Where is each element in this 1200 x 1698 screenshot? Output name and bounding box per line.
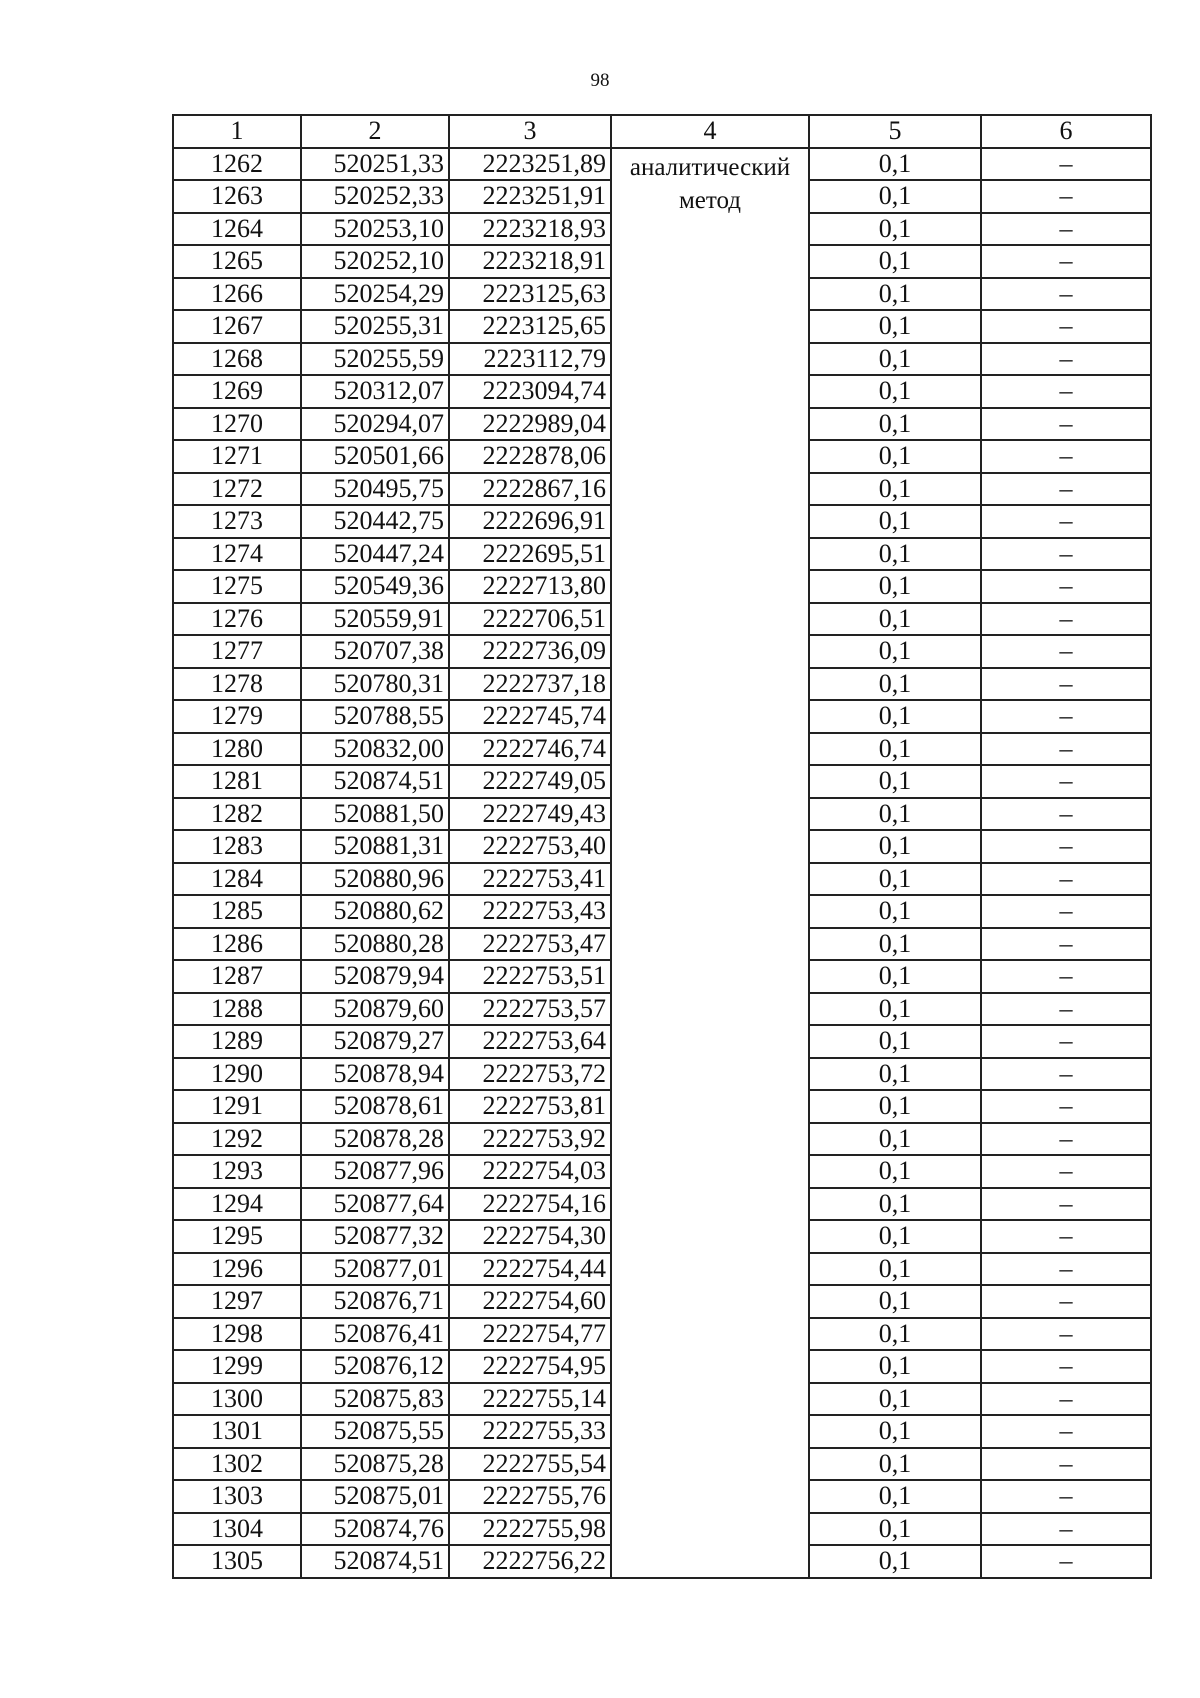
note-cell: – [981,343,1151,376]
y-coordinate-cell: 2222696,91 [449,505,611,538]
note-cell: – [981,1383,1151,1416]
accuracy-cell: 0,1 [809,700,981,733]
x-coordinate-cell: 520880,62 [301,895,449,928]
column-header-4: 4 [611,115,809,148]
y-coordinate-cell: 2223125,65 [449,310,611,343]
y-coordinate-cell: 2222754,16 [449,1188,611,1221]
x-coordinate-cell: 520707,38 [301,635,449,668]
accuracy-cell: 0,1 [809,603,981,636]
y-coordinate-cell: 2222745,74 [449,700,611,733]
note-cell: – [981,1025,1151,1058]
note-cell: – [981,993,1151,1026]
column-header-6: 6 [981,115,1151,148]
note-cell: – [981,603,1151,636]
note-cell: – [981,1090,1151,1123]
column-header-5: 5 [809,115,981,148]
x-coordinate-cell: 520875,55 [301,1415,449,1448]
column-header-3: 3 [449,115,611,148]
y-coordinate-cell: 2222713,80 [449,570,611,603]
note-cell: – [981,473,1151,506]
note-cell: – [981,440,1151,473]
x-coordinate-cell: 520877,32 [301,1220,449,1253]
y-coordinate-cell: 2222755,98 [449,1513,611,1546]
point-number-cell: 1288 [173,993,301,1026]
point-number-cell: 1301 [173,1415,301,1448]
point-number-cell: 1282 [173,798,301,831]
accuracy-cell: 0,1 [809,1480,981,1513]
note-cell: – [981,278,1151,311]
note-cell: – [981,1188,1151,1221]
accuracy-cell: 0,1 [809,863,981,896]
accuracy-cell: 0,1 [809,993,981,1026]
note-cell: – [981,798,1151,831]
accuracy-cell: 0,1 [809,1025,981,1058]
point-number-cell: 1293 [173,1155,301,1188]
note-cell: – [981,960,1151,993]
note-cell: – [981,668,1151,701]
x-coordinate-cell: 520874,51 [301,1545,449,1578]
point-number-cell: 1278 [173,668,301,701]
note-cell: – [981,538,1151,571]
point-number-cell: 1289 [173,1025,301,1058]
accuracy-cell: 0,1 [809,148,981,181]
point-number-cell: 1272 [173,473,301,506]
note-cell: – [981,765,1151,798]
y-coordinate-cell: 2223218,91 [449,245,611,278]
header-row [173,115,1151,148]
y-coordinate-cell: 2222706,51 [449,603,611,636]
note-cell: – [981,1123,1151,1156]
x-coordinate-cell: 520878,94 [301,1058,449,1091]
accuracy-cell: 0,1 [809,1415,981,1448]
accuracy-cell: 0,1 [809,668,981,701]
accuracy-cell: 0,1 [809,1383,981,1416]
x-coordinate-cell: 520447,24 [301,538,449,571]
point-number-cell: 1276 [173,603,301,636]
y-coordinate-cell: 2222756,22 [449,1545,611,1578]
point-number-cell: 1280 [173,733,301,766]
y-coordinate-cell: 2223125,63 [449,278,611,311]
y-coordinate-cell: 2222736,09 [449,635,611,668]
note-cell: – [981,180,1151,213]
x-coordinate-cell: 520312,07 [301,375,449,408]
x-coordinate-cell: 520880,28 [301,928,449,961]
note-cell: – [981,1220,1151,1253]
x-coordinate-cell: 520442,75 [301,505,449,538]
note-cell: – [981,1285,1151,1318]
note-cell: – [981,635,1151,668]
accuracy-cell: 0,1 [809,1253,981,1286]
accuracy-cell: 0,1 [809,1220,981,1253]
accuracy-cell: 0,1 [809,310,981,343]
x-coordinate-cell: 520879,94 [301,960,449,993]
note-cell: – [981,733,1151,766]
x-coordinate-cell: 520877,01 [301,1253,449,1286]
point-number-cell: 1262 [173,148,301,181]
accuracy-cell: 0,1 [809,538,981,571]
x-coordinate-cell: 520874,76 [301,1513,449,1546]
x-coordinate-cell: 520878,28 [301,1123,449,1156]
point-number-cell: 1266 [173,278,301,311]
x-coordinate-cell: 520559,91 [301,603,449,636]
x-coordinate-cell: 520255,59 [301,343,449,376]
point-number-cell: 1303 [173,1480,301,1513]
x-coordinate-cell: 520253,10 [301,213,449,246]
accuracy-cell: 0,1 [809,798,981,831]
y-coordinate-cell: 2222753,92 [449,1123,611,1156]
x-coordinate-cell: 520255,31 [301,310,449,343]
y-coordinate-cell: 2222755,76 [449,1480,611,1513]
note-cell: – [981,863,1151,896]
note-cell: – [981,928,1151,961]
y-coordinate-cell: 2223251,91 [449,180,611,213]
x-coordinate-cell: 520880,96 [301,863,449,896]
x-coordinate-cell: 520877,64 [301,1188,449,1221]
note-cell: – [981,1415,1151,1448]
coordinates-table [172,114,1152,1579]
x-coordinate-cell: 520254,29 [301,278,449,311]
y-coordinate-cell: 2223112,79 [449,343,611,376]
note-cell: – [981,1545,1151,1578]
point-number-cell: 1297 [173,1285,301,1318]
y-coordinate-cell: 2222749,05 [449,765,611,798]
accuracy-cell: 0,1 [809,765,981,798]
x-coordinate-cell: 520495,75 [301,473,449,506]
accuracy-cell: 0,1 [809,895,981,928]
point-number-cell: 1305 [173,1545,301,1578]
accuracy-cell: 0,1 [809,505,981,538]
x-coordinate-cell: 520549,36 [301,570,449,603]
point-number-cell: 1291 [173,1090,301,1123]
x-coordinate-cell: 520780,31 [301,668,449,701]
x-coordinate-cell: 520788,55 [301,700,449,733]
x-coordinate-cell: 520294,07 [301,408,449,441]
accuracy-cell: 0,1 [809,375,981,408]
note-cell: – [981,375,1151,408]
point-number-cell: 1279 [173,700,301,733]
column-header-2: 2 [301,115,449,148]
note-cell: – [981,700,1151,733]
accuracy-cell: 0,1 [809,278,981,311]
note-cell: – [981,895,1151,928]
x-coordinate-cell: 520876,41 [301,1318,449,1351]
x-coordinate-cell: 520875,28 [301,1448,449,1481]
point-number-cell: 1271 [173,440,301,473]
point-number-cell: 1277 [173,635,301,668]
point-number-cell: 1267 [173,310,301,343]
accuracy-cell: 0,1 [809,245,981,278]
x-coordinate-cell: 520875,83 [301,1383,449,1416]
y-coordinate-cell: 2222753,72 [449,1058,611,1091]
y-coordinate-cell: 2222754,95 [449,1350,611,1383]
accuracy-cell: 0,1 [809,1318,981,1351]
accuracy-cell: 0,1 [809,408,981,441]
accuracy-cell: 0,1 [809,213,981,246]
y-coordinate-cell: 2222753,40 [449,830,611,863]
note-cell: – [981,408,1151,441]
accuracy-cell: 0,1 [809,1155,981,1188]
x-coordinate-cell: 520879,60 [301,993,449,1026]
point-number-cell: 1285 [173,895,301,928]
x-coordinate-cell: 520876,71 [301,1285,449,1318]
x-coordinate-cell: 520879,27 [301,1025,449,1058]
note-cell: – [981,1155,1151,1188]
y-coordinate-cell: 2222749,43 [449,798,611,831]
y-coordinate-cell: 2222754,44 [449,1253,611,1286]
page-number: 98 [590,70,610,91]
table-row [173,148,1151,181]
y-coordinate-cell: 2222746,74 [449,733,611,766]
accuracy-cell: 0,1 [809,1513,981,1546]
accuracy-cell: 0,1 [809,928,981,961]
point-number-cell: 1273 [173,505,301,538]
accuracy-cell: 0,1 [809,1448,981,1481]
point-number-cell: 1264 [173,213,301,246]
y-coordinate-cell: 2222753,41 [449,863,611,896]
y-coordinate-cell: 2222753,81 [449,1090,611,1123]
note-cell: – [981,310,1151,343]
point-number-cell: 1292 [173,1123,301,1156]
point-number-cell: 1263 [173,180,301,213]
accuracy-cell: 0,1 [809,570,981,603]
y-coordinate-cell: 2222755,14 [449,1383,611,1416]
point-number-cell: 1300 [173,1383,301,1416]
point-number-cell: 1295 [173,1220,301,1253]
y-coordinate-cell: 2223218,93 [449,213,611,246]
note-cell: – [981,1513,1151,1546]
accuracy-cell: 0,1 [809,830,981,863]
y-coordinate-cell: 2222737,18 [449,668,611,701]
point-number-cell: 1268 [173,343,301,376]
point-number-cell: 1290 [173,1058,301,1091]
point-number-cell: 1299 [173,1350,301,1383]
accuracy-cell: 0,1 [809,473,981,506]
accuracy-cell: 0,1 [809,1123,981,1156]
x-coordinate-cell: 520501,66 [301,440,449,473]
x-coordinate-cell: 520832,00 [301,733,449,766]
point-number-cell: 1269 [173,375,301,408]
y-coordinate-cell: 2222753,47 [449,928,611,961]
accuracy-cell: 0,1 [809,343,981,376]
x-coordinate-cell: 520877,96 [301,1155,449,1188]
x-coordinate-cell: 520881,50 [301,798,449,831]
note-cell: – [981,830,1151,863]
x-coordinate-cell: 520252,33 [301,180,449,213]
point-number-cell: 1275 [173,570,301,603]
table-header [173,115,1151,148]
point-number-cell: 1302 [173,1448,301,1481]
point-number-cell: 1284 [173,863,301,896]
point-number-cell: 1296 [173,1253,301,1286]
point-number-cell: 1274 [173,538,301,571]
note-cell: – [981,213,1151,246]
note-cell: – [981,245,1151,278]
accuracy-cell: 0,1 [809,960,981,993]
column-header-1: 1 [173,115,301,148]
y-coordinate-cell: 2222754,30 [449,1220,611,1253]
point-number-cell: 1287 [173,960,301,993]
y-coordinate-cell: 2222753,64 [449,1025,611,1058]
note-cell: – [981,1480,1151,1513]
point-number-cell: 1283 [173,830,301,863]
note-cell: – [981,570,1151,603]
note-cell: – [981,1350,1151,1383]
point-number-cell: 1286 [173,928,301,961]
point-number-cell: 1294 [173,1188,301,1221]
y-coordinate-cell: 2222754,77 [449,1318,611,1351]
table-body [173,148,1151,1578]
y-coordinate-cell: 2222755,54 [449,1448,611,1481]
point-number-cell: 1298 [173,1318,301,1351]
point-number-cell: 1270 [173,408,301,441]
accuracy-cell: 0,1 [809,1285,981,1318]
note-cell: – [981,148,1151,181]
y-coordinate-cell: 2222754,03 [449,1155,611,1188]
y-coordinate-cell: 2222755,33 [449,1415,611,1448]
accuracy-cell: 0,1 [809,635,981,668]
accuracy-cell: 0,1 [809,440,981,473]
note-cell: – [981,1253,1151,1286]
accuracy-cell: 0,1 [809,180,981,213]
note-cell: – [981,505,1151,538]
y-coordinate-cell: 2223251,89 [449,148,611,181]
y-coordinate-cell: 2222753,51 [449,960,611,993]
accuracy-cell: 0,1 [809,733,981,766]
accuracy-cell: 0,1 [809,1058,981,1091]
y-coordinate-cell: 2222878,06 [449,440,611,473]
accuracy-cell: 0,1 [809,1188,981,1221]
accuracy-cell: 0,1 [809,1350,981,1383]
x-coordinate-cell: 520878,61 [301,1090,449,1123]
method-cell: аналитический метод [611,148,809,1578]
y-coordinate-cell: 2222989,04 [449,408,611,441]
point-number-cell: 1304 [173,1513,301,1546]
point-number-cell: 1281 [173,765,301,798]
y-coordinate-cell: 2222753,43 [449,895,611,928]
x-coordinate-cell: 520252,10 [301,245,449,278]
point-number-cell: 1265 [173,245,301,278]
y-coordinate-cell: 2222867,16 [449,473,611,506]
note-cell: – [981,1448,1151,1481]
accuracy-cell: 0,1 [809,1090,981,1123]
x-coordinate-cell: 520251,33 [301,148,449,181]
note-cell: – [981,1058,1151,1091]
y-coordinate-cell: 2223094,74 [449,375,611,408]
y-coordinate-cell: 2222695,51 [449,538,611,571]
x-coordinate-cell: 520876,12 [301,1350,449,1383]
x-coordinate-cell: 520874,51 [301,765,449,798]
y-coordinate-cell: 2222753,57 [449,993,611,1026]
accuracy-cell: 0,1 [809,1545,981,1578]
note-cell: – [981,1318,1151,1351]
y-coordinate-cell: 2222754,60 [449,1285,611,1318]
x-coordinate-cell: 520875,01 [301,1480,449,1513]
x-coordinate-cell: 520881,31 [301,830,449,863]
